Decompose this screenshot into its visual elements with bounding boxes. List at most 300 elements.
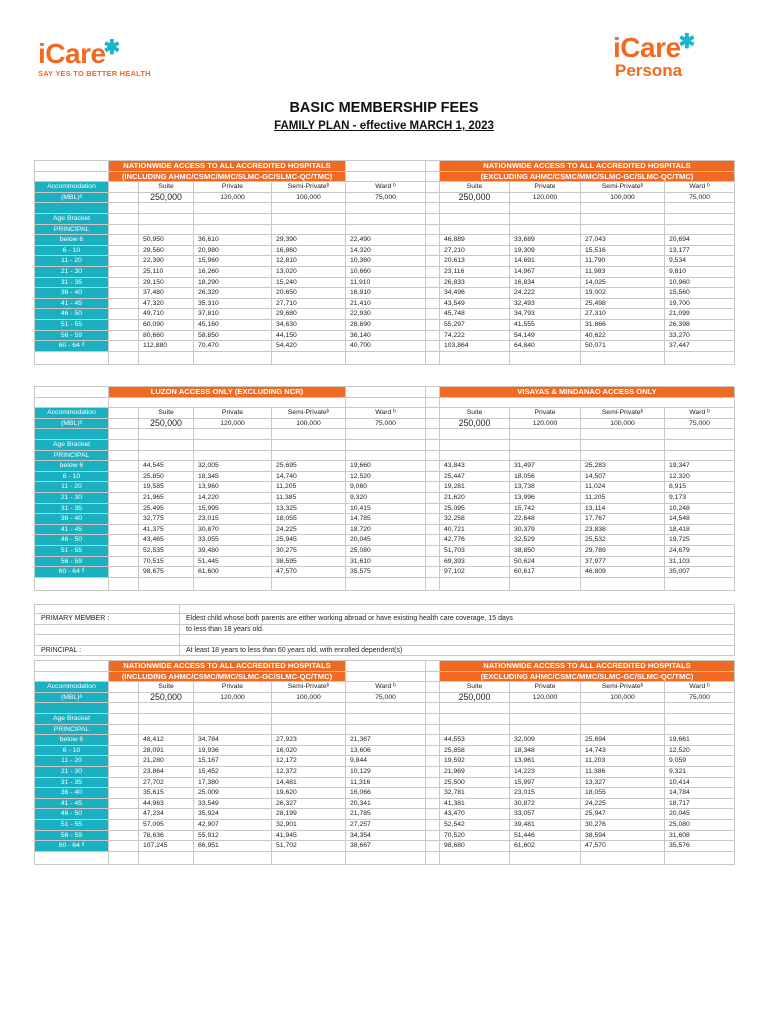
fee-value: 18,345: [194, 472, 272, 483]
left-section-title: NATIONWIDE ACCESS TO ALL ACCREDITED HOSPITALS: [109, 661, 346, 672]
blank-cell: [426, 225, 440, 236]
fee-value: 17,380: [194, 778, 272, 789]
blank-cell: [194, 578, 272, 591]
mbl-semi-private: 100,000: [272, 693, 346, 704]
blank-cell: [35, 578, 109, 591]
primary-member-text-cont: to less than 18 years old.: [180, 625, 735, 636]
blank-cell: [109, 288, 139, 299]
fee-value: 15,742: [510, 504, 581, 515]
fee-value: 49,710: [139, 309, 194, 320]
fee-value: 35,310: [194, 299, 272, 310]
page-title: BASIC MEMBERSHIP FEES: [289, 100, 479, 116]
mbl-suite: 250,000: [139, 419, 194, 430]
blank-cell: [109, 525, 139, 536]
fee-value: 54,420: [272, 341, 346, 352]
fee-value: 51,446: [510, 831, 581, 842]
fee-value: 15,560: [665, 288, 735, 299]
fee-value: 15,516: [581, 246, 665, 257]
principal-label: PRINCIPAL: [35, 225, 109, 236]
fee-value: 18,720: [346, 525, 426, 536]
left-section-title: LUZON ACCESS ONLY (EXCLUDING NCR): [109, 387, 346, 398]
blank-cell: [109, 309, 139, 320]
blank-cell: [272, 852, 346, 865]
gap-cell: [426, 461, 440, 472]
fee-value: 98,680: [440, 841, 510, 852]
fee-value: 54,149: [510, 331, 581, 342]
fee-value: 11,203: [581, 756, 665, 767]
left-section-subtitle: [109, 398, 346, 409]
fee-value: 12,320: [665, 472, 735, 483]
fee-value: 13,325: [272, 504, 346, 515]
fee-value: 64,840: [510, 341, 581, 352]
age-bracket: 6 - 10: [35, 746, 109, 757]
blank-cell: [665, 451, 735, 462]
icare-tagline: SAY YES TO BETTER HEALTH: [38, 69, 151, 78]
fee-value: 29,789: [581, 546, 665, 557]
fee-value: 16,910: [346, 288, 426, 299]
gap-cell: [426, 493, 440, 504]
col-ward: Ward ᵇ: [665, 408, 735, 419]
fee-value: 20,613: [440, 256, 510, 267]
mbl-private: 120,000: [194, 419, 272, 430]
fee-value: 9,810: [665, 267, 735, 278]
blank-cell: [109, 352, 139, 365]
fee-value: 41,381: [440, 799, 510, 810]
blank-cell: [109, 419, 139, 430]
mbl-ward: 75,000: [346, 419, 426, 430]
fee-value: 9,321: [665, 767, 735, 778]
blank-cell: [346, 429, 426, 440]
fee-value: 13,020: [272, 267, 346, 278]
fee-value: 10,414: [665, 778, 735, 789]
fee-value: 57,095: [139, 820, 194, 831]
fee-value: 37,810: [194, 309, 272, 320]
blank-cell: [139, 725, 194, 736]
blank-cell: [109, 267, 139, 278]
gap-cell: [426, 535, 440, 546]
age-bracket: 36 - 40: [35, 514, 109, 525]
fee-value: 31,610: [346, 557, 426, 568]
fee-value: 58,850: [194, 331, 272, 342]
blank-cell: [194, 440, 272, 451]
fee-value: 9,844: [346, 756, 426, 767]
fee-value: 38,594: [581, 831, 665, 842]
blank-cell: [194, 429, 272, 440]
fee-value: 11,205: [272, 482, 346, 493]
fee-value: 13,114: [581, 504, 665, 515]
blank-cell: [35, 172, 109, 183]
fee-value: 28,091: [139, 746, 194, 757]
fee-value: 35,615: [139, 788, 194, 799]
age-bracket: 21 - 30: [35, 493, 109, 504]
mbl-ward: 75,000: [346, 193, 426, 204]
blank-cell: [426, 578, 440, 591]
fee-value: 25,498: [581, 299, 665, 310]
fee-value: 29,150: [139, 278, 194, 289]
blank-cell: [109, 841, 139, 852]
right-section-title: VISAYAS & MINDANAO ACCESS ONLY: [440, 387, 735, 398]
fee-value: 24,225: [581, 799, 665, 810]
age-bracket: 11 - 20: [35, 756, 109, 767]
fee-value: 34,496: [440, 288, 510, 299]
fee-value: 30,276: [581, 820, 665, 831]
blank-cell: [426, 451, 440, 462]
blank-cell: [272, 429, 346, 440]
fee-value: 10,129: [346, 767, 426, 778]
blank-cell: [346, 214, 426, 225]
fee-value: 14,548: [665, 514, 735, 525]
fee-value: 25,080: [346, 546, 426, 557]
blank-cell: [665, 203, 735, 214]
fee-value: 43,470: [440, 809, 510, 820]
fee-value: 76,636: [139, 831, 194, 842]
fee-value: 19,592: [440, 756, 510, 767]
fee-value: 32,529: [510, 535, 581, 546]
blank-cell: [109, 256, 139, 267]
blank-cell: [139, 578, 194, 591]
mbl-semi-private: 100,000: [272, 193, 346, 204]
fee-value: 44,150: [272, 331, 346, 342]
blank-cell: [109, 278, 139, 289]
fee-value: 30,870: [194, 525, 272, 536]
blank-cell: [581, 703, 665, 714]
mbl-semi-private: 100,000: [272, 419, 346, 430]
blank-cell: [109, 514, 139, 525]
blank-cell: [109, 504, 139, 515]
blank-cell: [109, 214, 139, 225]
fee-value: 69,393: [440, 557, 510, 568]
icare-persona-logo-text: iCare: [613, 32, 681, 63]
blank-cell: [35, 672, 109, 683]
right-section-subtitle: (EXCLUDING AHMC/CSMC/MMC/SLMC-GC/SLMC-QC/TMC): [440, 172, 735, 183]
col-suite: Suite: [139, 682, 194, 693]
blank-cell: [109, 725, 139, 736]
age-bracket: 41 - 45: [35, 525, 109, 536]
blank-cell: [581, 203, 665, 214]
age-bracket: 6 - 10: [35, 472, 109, 483]
fee-value: 18,348: [510, 746, 581, 757]
icare-logo-text: iCare: [38, 38, 106, 69]
blank-cell: [109, 299, 139, 310]
fee-value: 35,924: [194, 809, 272, 820]
blank-cell: [272, 725, 346, 736]
fee-value: 16,066: [346, 788, 426, 799]
fee-value: 14,967: [510, 267, 581, 278]
fee-value: 41,945: [272, 831, 346, 842]
fee-value: 25,080: [665, 820, 735, 831]
blank-cell: [581, 725, 665, 736]
gap-cell: [426, 525, 440, 536]
gap-cell: [426, 735, 440, 746]
gap-cell: [426, 172, 440, 183]
fee-value: 19,725: [665, 535, 735, 546]
blank-cell: [139, 225, 194, 236]
fee-value: 47,570: [581, 841, 665, 852]
blank-cell: [440, 429, 510, 440]
fee-value: 25,110: [139, 267, 194, 278]
blank-cell: [346, 387, 426, 398]
fee-value: 11,024: [581, 482, 665, 493]
fee-value: 38,667: [346, 841, 426, 852]
fee-value: 25,945: [272, 535, 346, 546]
age-bracket-label: Age Bracket: [35, 440, 109, 451]
blank-cell: [109, 341, 139, 352]
fee-value: 38,595: [272, 557, 346, 568]
age-bracket: 41 - 45: [35, 299, 109, 310]
gap-cell: [426, 767, 440, 778]
fee-value: 30,379: [510, 525, 581, 536]
fee-value: 20,045: [346, 535, 426, 546]
fee-value: 34,354: [346, 831, 426, 842]
blank-cell: [665, 352, 735, 365]
fee-value: 25,495: [139, 504, 194, 515]
fee-value: 11,385: [272, 493, 346, 504]
fee-value: 28,690: [346, 320, 426, 331]
gap-cell: [426, 408, 440, 419]
fee-value: 14,320: [346, 246, 426, 257]
fee-value: 60,617: [510, 567, 581, 578]
mbl-semi-private: 100,000: [581, 193, 665, 204]
fee-value: 27,310: [581, 309, 665, 320]
blank-cell: [139, 440, 194, 451]
fee-value: 25,695: [272, 461, 346, 472]
col-suite: Suite: [440, 182, 510, 193]
fee-value: 55,297: [440, 320, 510, 331]
fee-value: 23,015: [194, 514, 272, 525]
mbl-semi-private: 100,000: [581, 419, 665, 430]
gap-cell: [426, 546, 440, 557]
fee-value: 27,923: [272, 735, 346, 746]
mbl-private: 120,000: [510, 419, 581, 430]
blank-cell: [272, 714, 346, 725]
blank-cell: [665, 714, 735, 725]
fee-value: 24,679: [665, 546, 735, 557]
age-bracket: 41 - 45: [35, 799, 109, 810]
col-private: Private: [510, 408, 581, 419]
fee-value: 61,600: [194, 567, 272, 578]
mbl-suite: 250,000: [440, 193, 510, 204]
gap-cell: [426, 235, 440, 246]
age-bracket: 36 - 40: [35, 288, 109, 299]
right-section-subtitle: (EXCLUDING AHMC/CSMC/MMC/SLMC-GC/SLMC-QC/TMC): [440, 672, 735, 683]
blank-cell: [139, 703, 194, 714]
fee-value: 19,281: [440, 482, 510, 493]
gap-cell: [426, 788, 440, 799]
fee-value: 12,172: [272, 756, 346, 767]
blank-cell: [109, 852, 139, 865]
principal-label: PRINCIPAL :: [35, 646, 180, 657]
blank-cell: [346, 661, 426, 672]
fee-value: 33,549: [194, 799, 272, 810]
fee-value: 27,257: [346, 820, 426, 831]
blank-cell: [581, 714, 665, 725]
gap-cell: [426, 193, 440, 204]
fee-value: 40,622: [581, 331, 665, 342]
fee-value: 31,497: [510, 461, 581, 472]
blank-cell: [35, 161, 109, 172]
blank-cell: [510, 703, 581, 714]
fee-value: 33,270: [665, 331, 735, 342]
fee-value: 46,809: [581, 567, 665, 578]
gap-cell: [426, 398, 440, 409]
blank-cell: [109, 557, 139, 568]
fee-value: 37,447: [665, 341, 735, 352]
fee-value: 14,507: [581, 472, 665, 483]
fee-value: 11,910: [346, 278, 426, 289]
fee-value: 36,610: [194, 235, 272, 246]
col-semi-private: Semi-Privateᵇ: [581, 682, 665, 693]
mbl-ward: 75,000: [665, 693, 735, 704]
blank-cell: [346, 225, 426, 236]
blank-cell: [510, 440, 581, 451]
blank-cell: [440, 203, 510, 214]
fee-value: 26,320: [194, 288, 272, 299]
fee-value: 42,776: [440, 535, 510, 546]
mbl-private: 120,000: [510, 193, 581, 204]
fee-value: 34,630: [272, 320, 346, 331]
fee-value: 26,398: [665, 320, 735, 331]
blank-cell: [426, 440, 440, 451]
fee-value: 45,748: [440, 309, 510, 320]
fee-value: 20,341: [346, 799, 426, 810]
fee-value: 47,320: [139, 299, 194, 310]
col-ward: Ward ᵇ: [665, 682, 735, 693]
blank-cell: [581, 852, 665, 865]
gap-cell: [426, 661, 440, 672]
blank-cell: [440, 725, 510, 736]
fee-value: 12,810: [272, 256, 346, 267]
right-section-title: NATIONWIDE ACCESS TO ALL ACCREDITED HOSPITALS: [440, 661, 735, 672]
fee-value: 14,743: [581, 746, 665, 757]
blank-cell: [194, 703, 272, 714]
blank-cell: [139, 214, 194, 225]
gap-cell: [426, 246, 440, 257]
age-bracket: 51 - 55: [35, 546, 109, 557]
fee-value: 15,240: [272, 278, 346, 289]
fee-value: 40,700: [346, 341, 426, 352]
blank-cell: [581, 225, 665, 236]
gap-cell: [426, 299, 440, 310]
fee-value: 52,542: [440, 820, 510, 831]
icare-logo: [38, 37, 151, 78]
fee-value: 14,785: [346, 514, 426, 525]
gap-cell: [426, 693, 440, 704]
blank-cell: [109, 567, 139, 578]
blank-cell: [440, 451, 510, 462]
blank-cell: [665, 578, 735, 591]
principal-label: PRINCIPAL: [35, 725, 109, 736]
blank-cell: [665, 852, 735, 865]
blank-cell: [346, 672, 426, 683]
fee-value: 33,057: [510, 809, 581, 820]
gap-cell: [426, 309, 440, 320]
blank-cell: [346, 451, 426, 462]
blank-cell: [109, 820, 139, 831]
blank-cell: [426, 852, 440, 865]
blank-cell: [346, 398, 426, 409]
blank-cell: [109, 788, 139, 799]
fee-value: 20,045: [665, 809, 735, 820]
fee-value: 21,410: [346, 299, 426, 310]
blank-cell: [665, 225, 735, 236]
fee-value: 50,071: [581, 341, 665, 352]
blank-cell: [194, 225, 272, 236]
fee-value: 98,675: [139, 567, 194, 578]
fee-value: 45,160: [194, 320, 272, 331]
blank-cell: [426, 429, 440, 440]
mbl-ward: 75,000: [346, 693, 426, 704]
rate-table-nationwide-1: [34, 160, 734, 365]
blank-cell: [346, 852, 426, 865]
blank-cell: [139, 714, 194, 725]
fee-value: 31,608: [665, 831, 735, 842]
fee-value: 19,002: [581, 288, 665, 299]
age-bracket: 11 - 20: [35, 256, 109, 267]
age-bracket: 31 - 35: [35, 278, 109, 289]
fee-value: 19,309: [510, 246, 581, 257]
blank-cell: [665, 440, 735, 451]
fee-value: 26,327: [272, 799, 346, 810]
blank-cell: [109, 546, 139, 557]
blank-cell: [440, 852, 510, 865]
blank-cell: [510, 714, 581, 725]
fee-value: 46,889: [440, 235, 510, 246]
gap-cell: [426, 419, 440, 430]
blank-cell: [109, 735, 139, 746]
fee-value: 24,222: [510, 288, 581, 299]
fee-value: 74,222: [440, 331, 510, 342]
fee-value: 19,661: [665, 735, 735, 746]
blank-cell: [272, 703, 346, 714]
blank-cell: [109, 203, 139, 214]
fee-value: 39,480: [194, 546, 272, 557]
fee-value: 80,660: [139, 331, 194, 342]
fee-value: 32,009: [510, 735, 581, 746]
fee-value: 70,520: [440, 831, 510, 842]
fee-value: 12,520: [346, 472, 426, 483]
fee-value: 41,555: [510, 320, 581, 331]
col-suite: Suite: [440, 408, 510, 419]
fee-value: 27,710: [272, 299, 346, 310]
gap-cell: [426, 341, 440, 352]
blank-cell: [272, 451, 346, 462]
fee-value: 25,850: [139, 472, 194, 483]
age-bracket: 56 - 59: [35, 331, 109, 342]
blank-cell: [109, 767, 139, 778]
blank-cell: [440, 214, 510, 225]
age-bracket: 46 - 50: [35, 535, 109, 546]
blank-cell: [581, 440, 665, 451]
gap-cell: [426, 182, 440, 193]
fee-value: 13,961: [510, 756, 581, 767]
fee-value: 9,534: [665, 256, 735, 267]
fee-value: 16,860: [272, 246, 346, 257]
right-section-subtitle: [440, 398, 735, 409]
blank-cell: [194, 203, 272, 214]
age-bracket: 31 - 35: [35, 504, 109, 515]
fee-value: 66,951: [194, 841, 272, 852]
fee-value: 9,173: [665, 493, 735, 504]
asterisk-icon: ✱: [103, 37, 120, 59]
fee-value: 18,056: [510, 472, 581, 483]
blank-cell: [426, 714, 440, 725]
rate-table-nationwide-2: [34, 660, 734, 865]
fee-value: 11,386: [581, 767, 665, 778]
fee-value: 33,055: [194, 535, 272, 546]
fee-value: 11,316: [346, 778, 426, 789]
fee-value: 20,980: [194, 246, 272, 257]
gap-cell: [426, 288, 440, 299]
